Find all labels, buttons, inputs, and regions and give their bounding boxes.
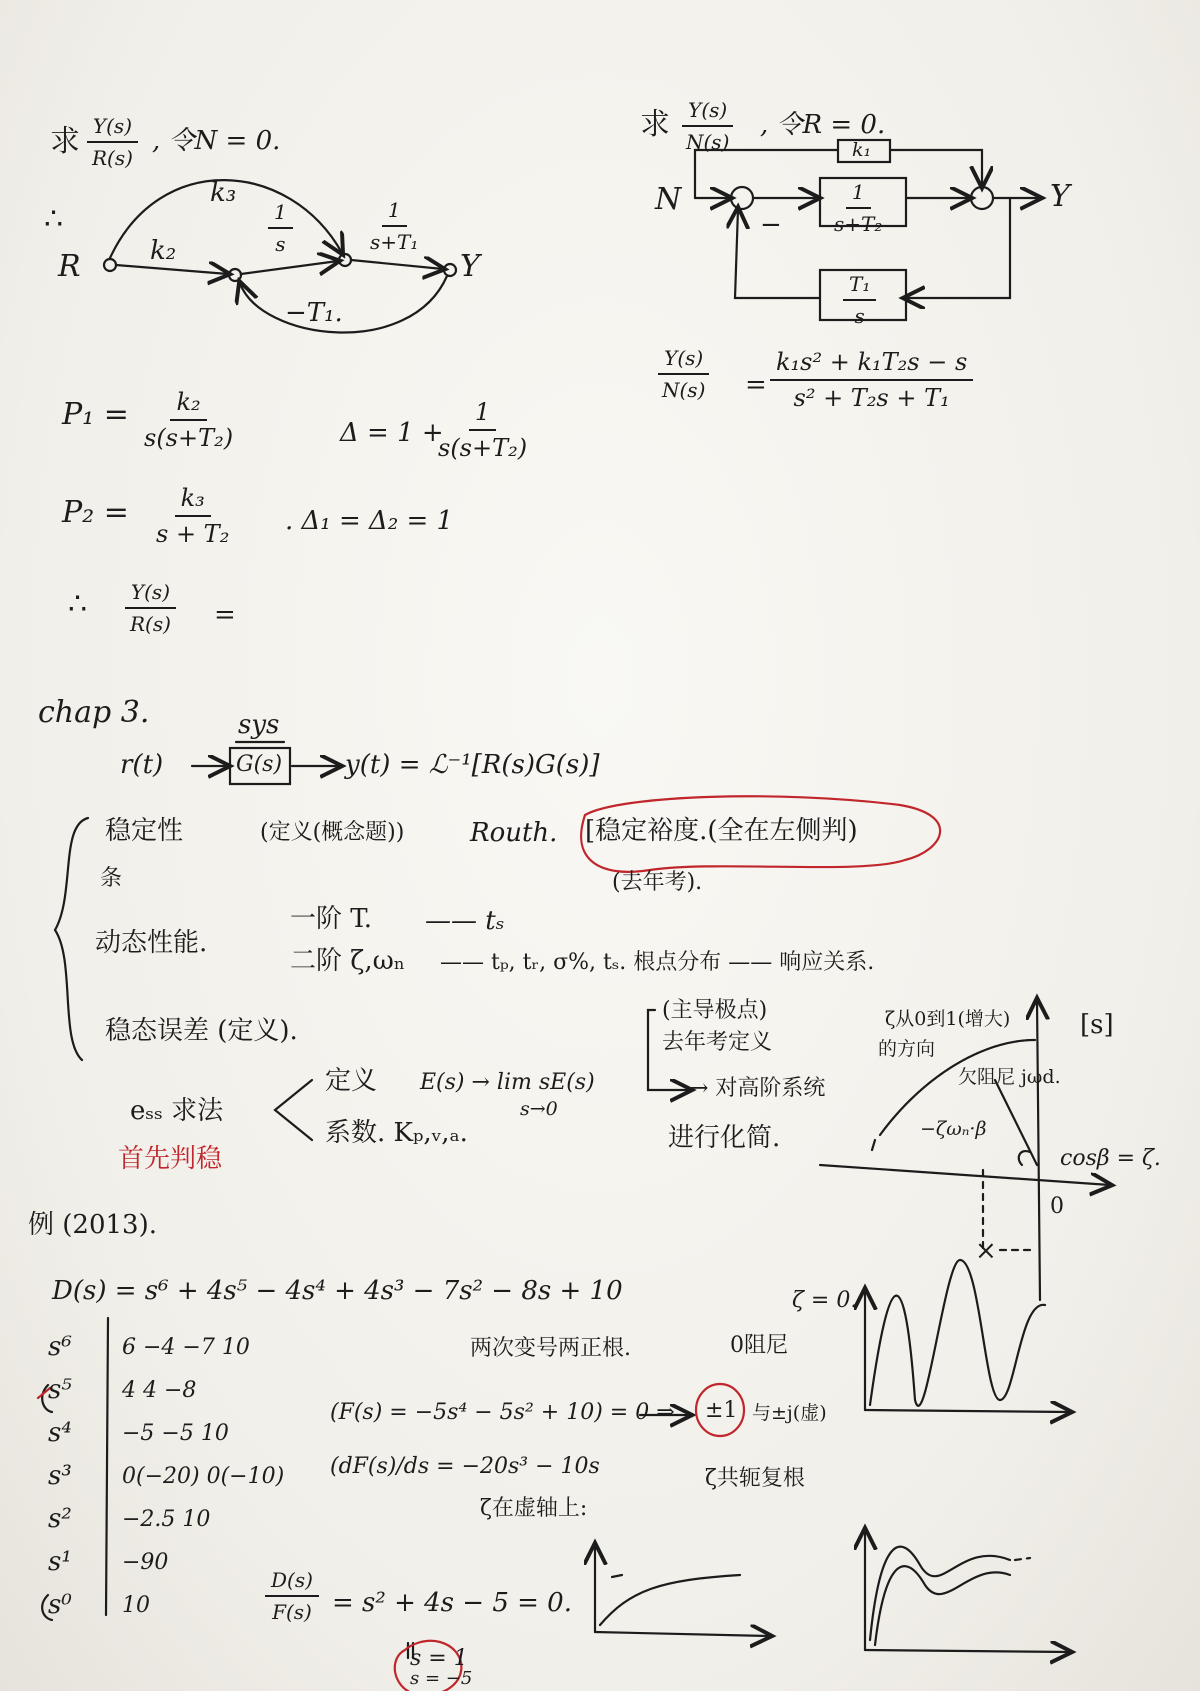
first-order-ts: —— tₛ [425,906,505,936]
cos-beta: cosβ = ζ. [1060,1146,1161,1171]
on-axis: ζ在虚轴上: [480,1496,588,1521]
block-feedback [843,272,876,328]
origin-zero: 0 [1050,1194,1064,1219]
zeta-zero: ζ = 0. [792,1288,858,1313]
p1-therefore: ∴ [44,202,64,237]
routh-row-values: 10 [122,1593,150,1618]
routh-row-values: −2.5 10 [122,1507,211,1532]
example-title: 例 (2013). [28,1210,157,1240]
high-order: → 对高阶系统 [690,1076,826,1101]
first-order: 一阶 T. [290,904,373,934]
routh-row-label: s² [48,1504,72,1534]
def-limit: s→0 [520,1098,558,1120]
result-den: R(s) [130,612,171,636]
root-2: s = −5 [410,1668,473,1689]
chap3-title: chap 3. [38,695,150,730]
no-damping: 0阻尼 [730,1333,788,1358]
roots-note: 与±j(虚) [752,1402,827,1424]
ess-label: eₛₛ 求法 [130,1096,224,1126]
routh-row-label: s⁶ [48,1332,72,1362]
routh-row-values: 6 −4 −7 10 [122,1335,250,1360]
gain-sT1-den: s+T₁ [370,230,419,254]
node-R: R [58,249,81,284]
char-poly: D(s) = s⁶ + 4s⁵ − 4s⁴ + 4s³ − 7s² − 8s + 10 [52,1276,623,1306]
gain-1s-num: 1 [268,200,293,229]
stability-sub: 条 [100,866,123,891]
marginal-response-plot [595,1545,770,1636]
simplify: 进行化简. [668,1123,781,1153]
def-label: 定义 [325,1066,378,1096]
node-Y: Y [460,249,480,284]
routh-values [122,1326,284,1627]
gain-k2: k₂ [150,236,177,266]
result-therefore: ∴ [68,587,88,622]
p2-result-num: k₁s² + k₁T₂s − s [770,348,973,381]
gain-k3: k₃ [210,178,237,208]
gain-sT1-num: 1 [382,198,407,227]
zeta-note: ζ从0到1(增大) [885,1008,1011,1030]
ess-bracket [275,1080,312,1140]
routh-row-label: s³ [48,1461,72,1491]
neg-zeta-wn: −ζωₙ·β [920,1118,987,1140]
p1-num: k₂ [170,388,206,421]
p2-result-lhs-num: Y(s) [658,346,709,375]
p2-num: k₃ [175,484,211,517]
delta-label: Δ = 1 + [340,418,444,448]
routh-row-values: −5 −5 10 [122,1421,229,1446]
p1-heading-suffix: , 令N = 0. [152,126,281,156]
output-y: y(t) = ℒ⁻¹[R(s)G(s)] [345,750,600,780]
routh-row-label: s⁵ [48,1375,72,1405]
delta-i: . Δ₁ = Δ₂ = 1 [285,506,454,536]
two-sign-change: 两次变号两正根. [470,1336,631,1361]
coef-label: 系数. Kₚ,ᵥ,ₐ. [325,1118,468,1148]
input-r: r(t) [120,750,164,780]
block-G: G(s) [236,752,283,777]
block-h-den: s [854,304,865,328]
plus-minus-1: ±1 [705,1398,738,1423]
p2-heading-ratio [680,98,735,154]
gain-feedback: −T₁. [285,298,343,328]
gain-1-over-s [268,200,293,256]
routh: Routh. [470,818,558,848]
node-N: N [655,182,682,217]
routh-row-label: s⁰ [48,1590,72,1620]
minus-sign: − [760,210,782,240]
quot-den: F(s) [272,1600,312,1624]
p1-ratio-num: Y(s) [87,114,138,143]
brace [55,818,88,1060]
p1-label: P₁ = [62,397,129,432]
conj-note: ζ共轭复根 [705,1466,805,1491]
routh-row-label: s⁴ [48,1418,72,1448]
block-h-num: T₁ [843,272,876,301]
red-note: 首先判稳 [118,1144,223,1174]
p2-heading-prefix: 求 [640,107,670,142]
p1-heading-ratio [86,114,139,170]
zeta-dir: 的方向 [878,1038,936,1060]
stability: 稳定性 [105,816,184,846]
routh-row-values: 0(−20) 0(−10) [122,1464,285,1489]
root-1: s = 1 [410,1646,468,1671]
block-g-num: 1 [846,180,871,209]
result-ratio [124,580,177,636]
result-num: Y(s) [125,580,176,609]
p2-label: P₂ = [62,495,129,530]
block-forward [828,180,888,236]
p2-result-den: s² + T₂s + T₁ [793,384,950,412]
delta-den: s(s+T₂) [438,434,528,462]
block-k1: k₁ [852,139,872,161]
routh-row-values: −90 [122,1550,169,1575]
stability-margin: [稳定裕度.(全在左侧判) [585,816,858,846]
underdamped: 欠阻尼 jωd. [958,1066,1061,1088]
s-plane-label: [s] [1080,1010,1114,1040]
p1-heading-prefix: 求 [50,124,80,159]
p2-result-lhs-den: N(s) [662,378,706,402]
steady-error: 稳态误差 (定义). [105,1016,298,1046]
dynamic-perf: 动态性能. [95,928,208,958]
p2-expression [150,484,235,548]
routh-rows [48,1326,72,1627]
stability-def: (定义(概念题)) [260,820,405,845]
second-order-items: —— tₚ, tᵣ, σ%, tₛ. 根点分布 —— 响应关系. [440,950,875,975]
p1-ratio-den: R(s) [92,146,133,170]
p1-den: s(s+T₂) [144,424,234,452]
aux-eq: (F(s) = −5s⁴ − 5s² + 10) = 0 ⇒ [330,1400,675,1425]
stability-margin-2: (去年考). [612,870,703,895]
routh-divider [106,1318,108,1615]
p2-result-lhs [656,346,711,402]
quotient [265,1568,319,1624]
delta-expression [432,398,533,462]
last-year-def: 去年考定义 [662,1030,773,1055]
p1-expression [138,388,239,452]
block-g-den: s+T₂ [834,212,883,236]
underdamped-response-plot [865,1530,1070,1652]
dominant-pole: (主导极点) [662,998,768,1023]
quot-eq: = s² + 4s − 5 = 0. [332,1588,572,1618]
routh-row-label: s¹ [48,1547,72,1577]
p2-heading-suffix: , 令R = 0. [760,110,886,140]
node-Y-2: Y [1050,179,1070,214]
pole-mark: × [975,1236,997,1266]
p2-den: s + T₂ [156,520,230,548]
routh-row-values: 4 4 −8 [122,1378,197,1403]
p2-ratio-den: N(s) [686,130,730,154]
p2-result-rhs [770,348,973,412]
result-equals: = [214,600,236,630]
sys-label: sys [238,710,280,740]
p2-ratio-num: Y(s) [682,98,733,127]
deriv-eq: (dF(s)/ds = −20s³ − 10s [330,1454,600,1479]
p2-result-eq: = [745,370,767,400]
second-order: 二阶 ζ,ωₙ [290,946,406,976]
gain-1-over-s-plus-T1 [364,198,424,254]
gain-1s-den: s [275,232,286,256]
delta-num: 1 [469,398,496,431]
def-formula: E(s) → lim sE(s) [420,1070,595,1095]
quot-num: D(s) [265,1568,319,1597]
